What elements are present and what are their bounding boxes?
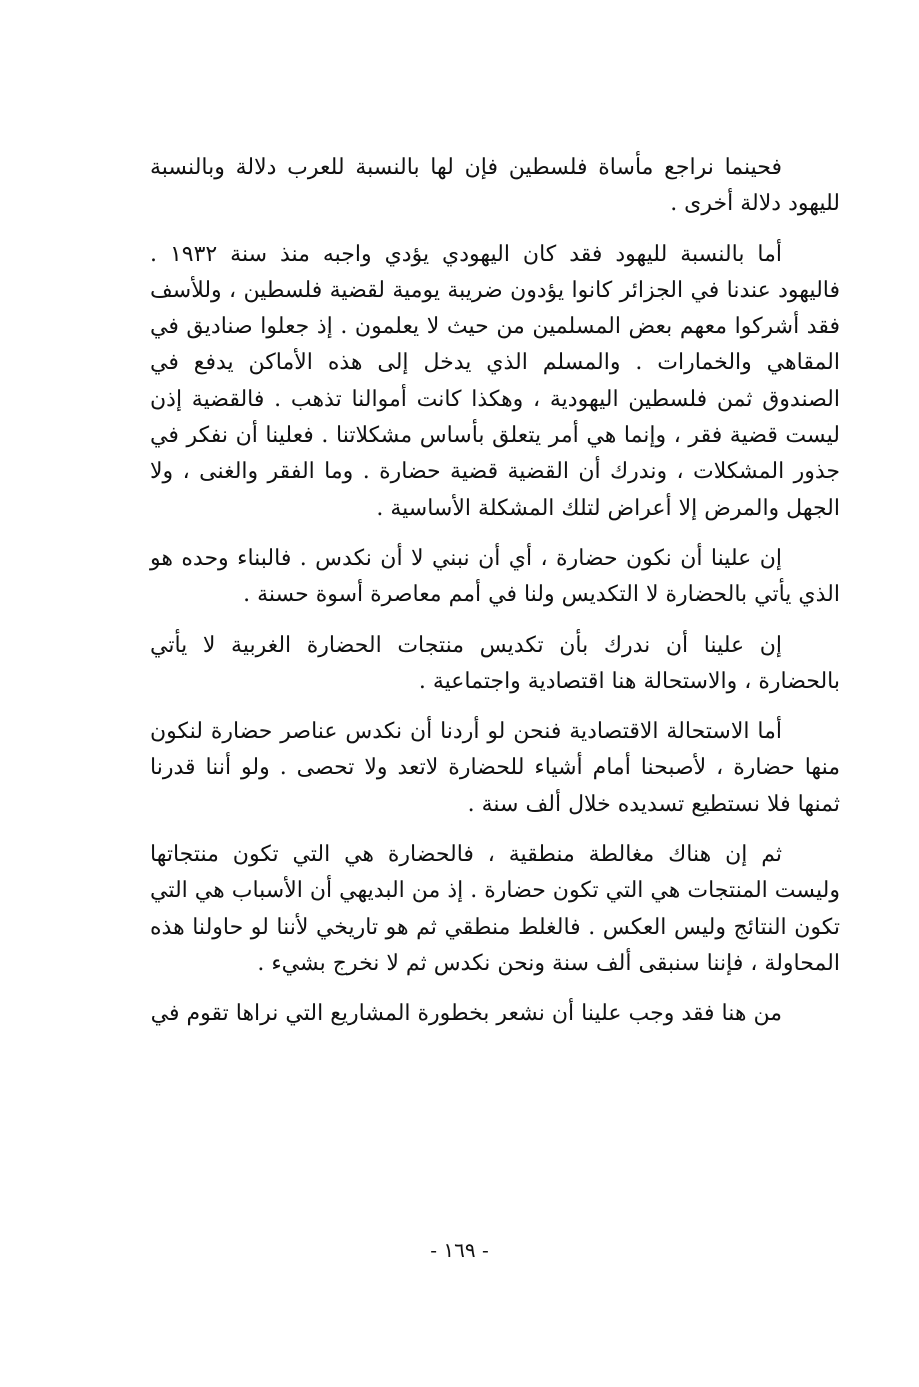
paragraph-5: أما الاستحالة الاقتصادية فنحن لو أردنا أن نكدس عناصر حضارة لنكون منها حضارة ، لأصبحنا أمام أشياء للحضارة لاتعد ولا تحصى . ولو أننا قدرنا ثمنها فلا نستطيع تسديده خلال ألف سنة . <box>150 719 840 817</box>
paragraph-4: إن علينا أن ندرك بأن تكديس منتجات الحضارة الغربية لا يأتي بالحضارة ، والاستحالة هنا اقتصادية واجتماعية . <box>150 632 840 694</box>
paragraph-6: ثم إن هناك مغالطة منطقية ، فالحضارة هي التي تكون منتجاتها وليست المنتجات هي التي تكون حضارة . إذ من البديهي أن الأسباب هي التي تكون النتائج وليس العكس . فالغلط منطقي ثم هو تاريخي لأننا لو حاولنا هذه المحاولة ، فإننا سنبقى ألف سنة ونحن نكدس ثم لا نخرج بشيء . <box>150 842 840 976</box>
paragraph-7: من هنا فقد وجب علينا أن نشعر بخطورة المشاريع التي نراها تقوم في <box>150 1001 782 1027</box>
page-number: - ١٦٩ - <box>430 1238 489 1262</box>
body-text <box>150 150 840 1033</box>
paragraph-1: فحينما نراجع مأساة فلسطين فإن لها بالنسبة للعرب دلالة وبالنسبة لليهود دلالة أخرى . <box>150 155 840 217</box>
paragraph-2: أما بالنسبة لليهود فقد كان اليهودي يؤدي واجبه منذ سنة ١٩٣٢ . فاليهود عندنا في الجزائر كانوا يؤدون ضريبة يومية لقضية فلسطين ، وللأسف فقد أشركوا معهم بعض المسلمين من حيث لا يعلمون . إذ جعلوا صناديق في المقاهي والخمارات . والمسلم الذي يدخل إلى هذه الأماكن يدفع في الصندوق ثمن فلسطين اليهودية ، وهكذا كانت أموالنا تذهب . فالقضية إذن ليست قضية فقر ، وإنما هي أمر يتعلق بأساس مشكلاتنا . فعلينا أن نفكر في جذور المشكلات ، وندرك أن القضية قضية حضارة . وما الفقر والغنى ، ولا الجهل والمرض إلا أعراض لتلك المشكلة الأساسية . <box>150 241 840 521</box>
paragraph-3: إن علينا أن نكون حضارة ، أي أن نبني لا أن نكدس . فالبناء وحده هو الذي يأتي بالحضارة لا التكديس ولنا في أمم معاصرة أسوة حسنة . <box>150 545 840 608</box>
